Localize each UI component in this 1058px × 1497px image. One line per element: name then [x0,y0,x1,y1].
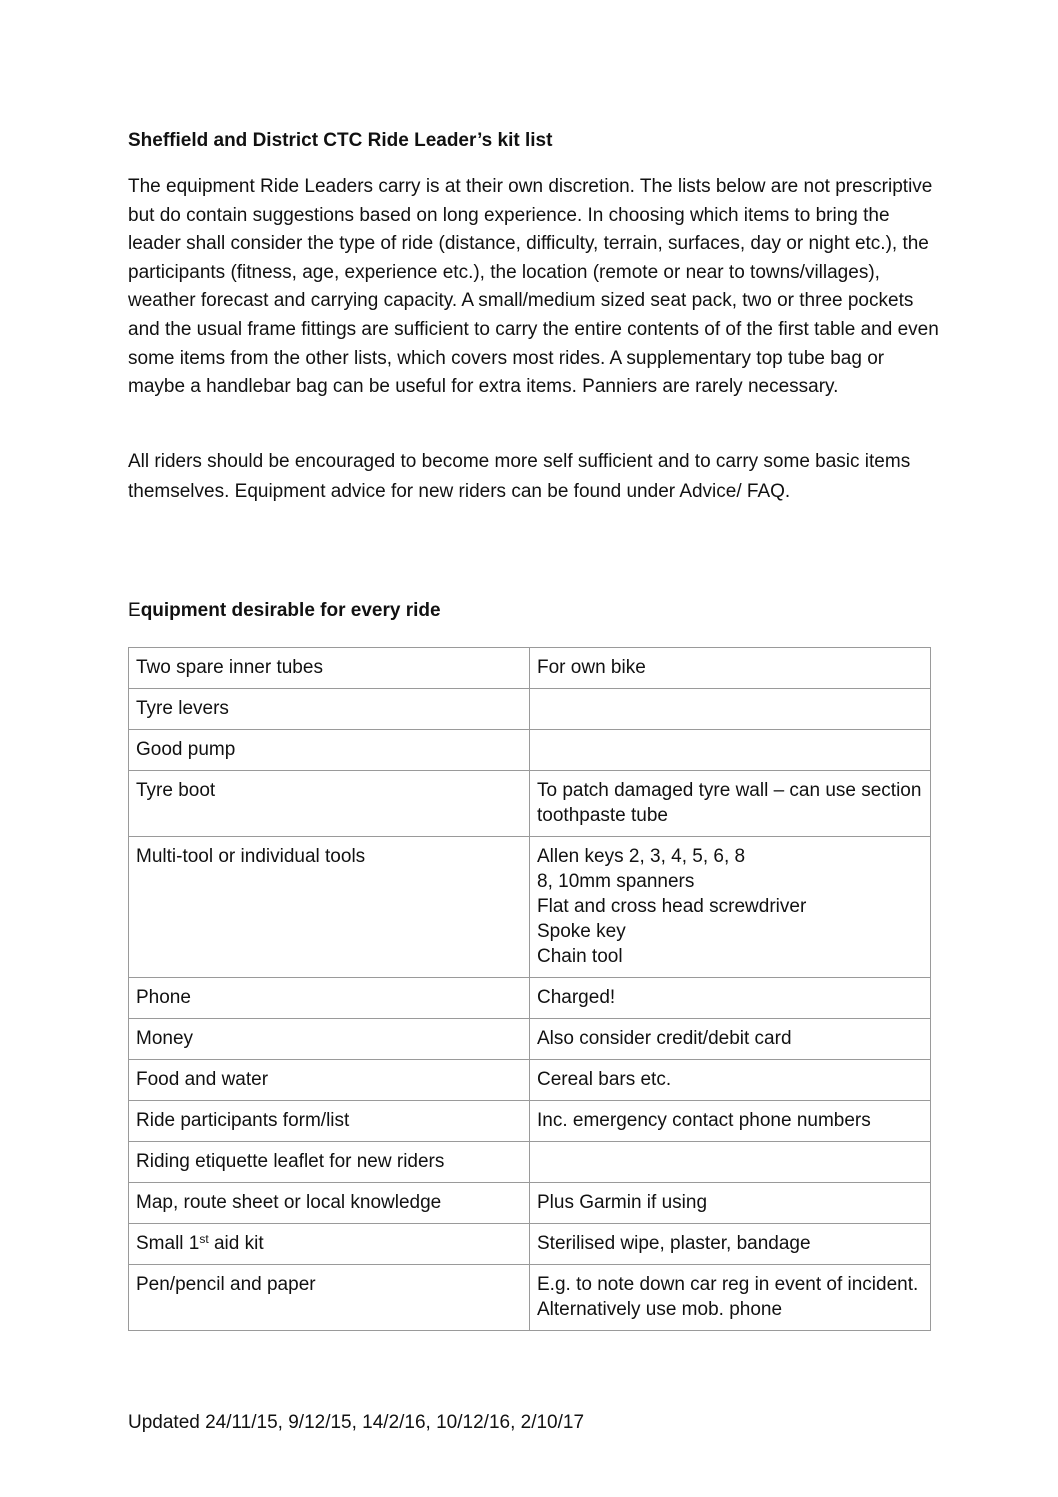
note-cell: Plus Garmin if using [530,1183,931,1224]
item-text-prefix: Small 1 [136,1233,200,1254]
table-row [129,978,931,1019]
document-title: Sheffield and District CTC Ride Leader’s kit list [128,130,553,151]
advice-paragraph: All riders should be encouraged to become more self sufficient and to carry some basic items themselves. Equipment advice for new riders can be found under Advice/ FAQ. [128,451,911,502]
table-row [129,1019,931,1060]
note-cell: Also consider credit/debit card [530,1019,931,1060]
section-heading-rest: quipment desirable for every ride [140,600,441,621]
item-cell: Riding etiquette leaflet for new riders [129,1142,530,1183]
item-cell: Tyre boot [129,771,530,837]
item-cell: Pen/pencil and paper [129,1265,530,1331]
note-cell: Charged! [530,978,931,1019]
table-row [129,771,931,837]
equipment-table [128,647,931,1331]
note-cell: E.g. to note down car reg in event of incident. Alternatively use mob. phone [530,1265,931,1331]
intro-paragraph: The equipment Ride Leaders carry is at their own discretion. The lists below are not prescriptive but do contain suggestions based on long experience. In choosing which items to bring the leader shall consider the type of ride (distance, difficulty, terrain, surfaces, day or night etc.), the participants (fitness, age, experience etc.), the location (remote or near to towns/villages), weather forecast and carrying capacity. A small/medium sized seat pack, two or three pockets and the usual frame fittings are sufficient to carry the entire contents of of the first table and even some items from the other lists, which covers most rides. A supplementary top tube bag or maybe a handlebar bag can be useful for extra items. Panniers are rarely necessary. [128,176,939,398]
table-row [129,1265,931,1331]
update-history: Updated 24/11/15, 9/12/15, 14/2/16, 10/12/16, 2/10/17 [128,1412,585,1433]
note-cell [530,730,931,771]
note-cell: Allen keys 2, 3, 4, 5, 6, 8 8, 10mm spanners Flat and cross head screwdriver Spoke key Chain tool [530,837,931,978]
item-cell: Food and water [129,1060,530,1101]
note-cell: Cereal bars etc. [530,1060,931,1101]
item-cell: Ride participants form/list [129,1101,530,1142]
table-row [129,648,931,689]
item-cell: Two spare inner tubes [129,648,530,689]
table-row [129,730,931,771]
table-row [129,1101,931,1142]
section-heading-initial: E [128,600,141,621]
table-row [129,1224,931,1265]
item-cell: Good pump [129,730,530,771]
item-cell [129,1224,530,1265]
note-cell: Sterilised wipe, plaster, bandage [530,1224,931,1265]
table-row [129,1183,931,1224]
item-cell: Money [129,1019,530,1060]
item-text-suffix: aid kit [208,1233,264,1254]
note-cell: To patch damaged tyre wall – can use section toothpaste tube [530,771,931,837]
note-cell [530,689,931,730]
table-row [129,837,931,978]
item-cell: Phone [129,978,530,1019]
note-cell [530,1142,931,1183]
item-cell: Tyre levers [129,689,530,730]
item-cell: Map, route sheet or local knowledge [129,1183,530,1224]
note-cell: Inc. emergency contact phone numbers [530,1101,931,1142]
ordinal-suffix: st [199,1232,209,1246]
section-heading [128,598,441,624]
note-cell: For own bike [530,648,931,689]
table-row [129,1142,931,1183]
table-row [129,1060,931,1101]
table-row [129,689,931,730]
item-cell: Multi-tool or individual tools [129,837,530,978]
